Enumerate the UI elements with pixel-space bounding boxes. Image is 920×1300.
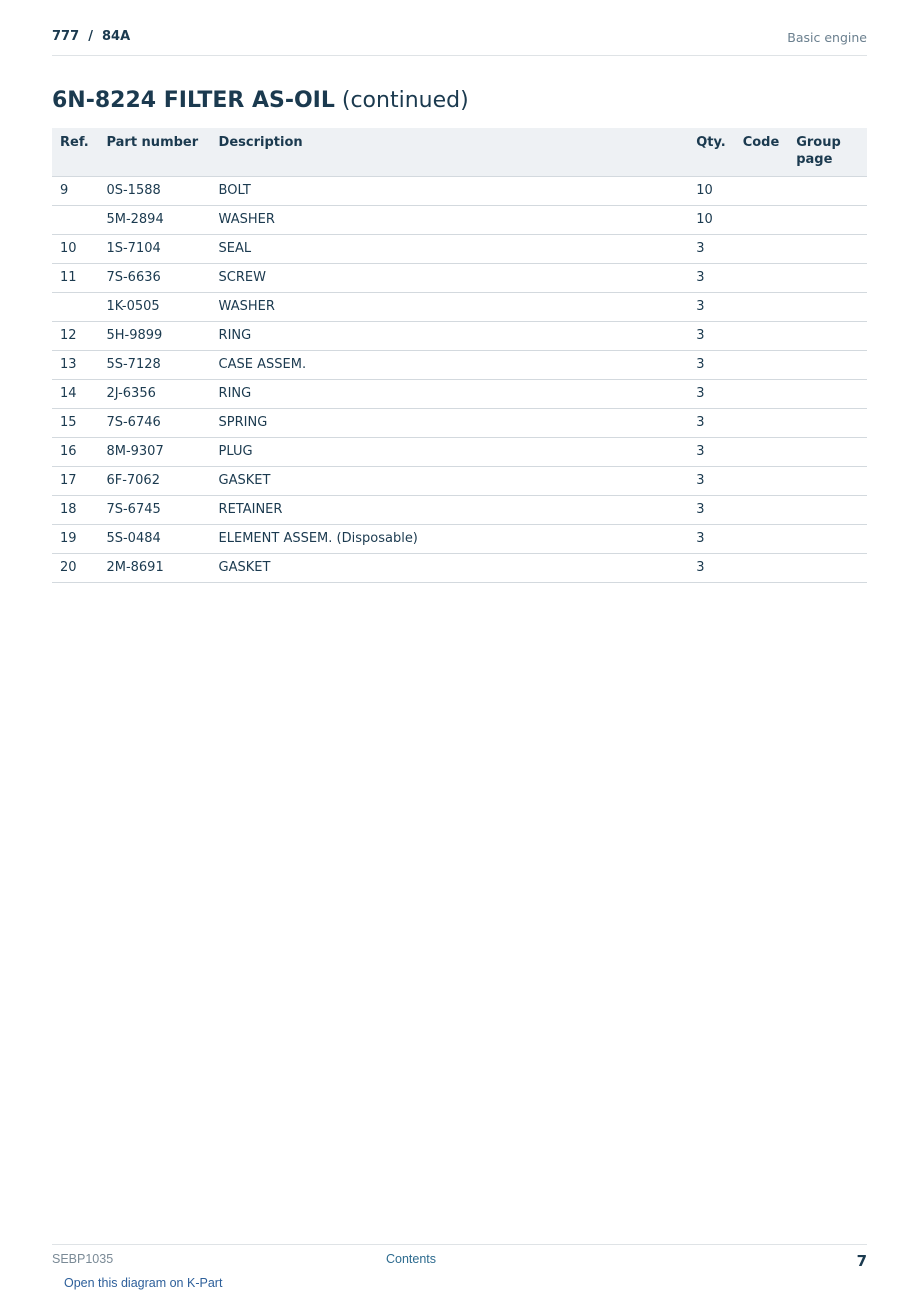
cell-description: CASE ASSEM. xyxy=(211,351,689,380)
cell-ref: 20 xyxy=(52,554,98,583)
cell-part-number: 1S-7104 xyxy=(98,235,210,264)
cell-group-page xyxy=(788,554,867,583)
cell-description: RING xyxy=(211,322,689,351)
cell-group-page xyxy=(788,235,867,264)
cell-code xyxy=(735,467,789,496)
cell-group-page xyxy=(788,467,867,496)
table-row xyxy=(52,235,867,264)
cell-qty: 10 xyxy=(688,177,734,206)
page-header xyxy=(52,28,867,56)
cell-description: SEAL xyxy=(211,235,689,264)
cell-group-page xyxy=(788,438,867,467)
cell-code xyxy=(735,525,789,554)
cell-group-page xyxy=(788,206,867,235)
table-row xyxy=(52,322,867,351)
cell-description: RETAINER xyxy=(211,496,689,525)
table-row xyxy=(52,206,867,235)
cell-group-page xyxy=(788,177,867,206)
cell-group-page xyxy=(788,351,867,380)
cell-code xyxy=(735,206,789,235)
column-header-qty: Qty. xyxy=(688,128,734,177)
cell-qty: 3 xyxy=(688,438,734,467)
cell-part-number: 5S-0484 xyxy=(98,525,210,554)
cell-qty: 3 xyxy=(688,322,734,351)
cell-part-number: 5S-7128 xyxy=(98,351,210,380)
table-row xyxy=(52,380,867,409)
cell-description: SPRING xyxy=(211,409,689,438)
cell-qty: 3 xyxy=(688,264,734,293)
cell-code xyxy=(735,351,789,380)
cell-ref: 14 xyxy=(52,380,98,409)
cell-qty: 3 xyxy=(688,293,734,322)
cell-description: ELEMENT ASSEM. (Disposable) xyxy=(211,525,689,554)
cell-code xyxy=(735,293,789,322)
cell-part-number: 5H-9899 xyxy=(98,322,210,351)
table-row xyxy=(52,467,867,496)
cell-part-number: 6F-7062 xyxy=(98,467,210,496)
cell-ref: 9 xyxy=(52,177,98,206)
cell-group-page xyxy=(788,380,867,409)
cell-code xyxy=(735,380,789,409)
table-row xyxy=(52,293,867,322)
cell-ref: 18 xyxy=(52,496,98,525)
cell-part-number: 8M-9307 xyxy=(98,438,210,467)
cell-qty: 3 xyxy=(688,525,734,554)
cell-code xyxy=(735,235,789,264)
cell-qty: 3 xyxy=(688,351,734,380)
cell-code xyxy=(735,264,789,293)
cell-description: SCREW xyxy=(211,264,689,293)
cell-code xyxy=(735,496,789,525)
cell-part-number: 0S-1588 xyxy=(98,177,210,206)
part-title: 6N-8224 FILTER AS-OIL xyxy=(52,88,335,113)
column-header-code: Code xyxy=(735,128,789,177)
cell-ref: 13 xyxy=(52,351,98,380)
cell-description: GASKET xyxy=(211,554,689,583)
cell-description: WASHER xyxy=(211,206,689,235)
table-row xyxy=(52,351,867,380)
column-header-group-page: Group page xyxy=(788,128,867,177)
cell-part-number: 2M-8691 xyxy=(98,554,210,583)
cell-ref: 11 xyxy=(52,264,98,293)
table-header-row xyxy=(52,128,867,177)
parts-table xyxy=(52,128,867,583)
cell-group-page xyxy=(788,293,867,322)
cell-description: GASKET xyxy=(211,467,689,496)
cell-code xyxy=(735,554,789,583)
cell-group-page xyxy=(788,409,867,438)
cell-qty: 3 xyxy=(688,235,734,264)
cell-qty: 10 xyxy=(688,206,734,235)
table-row xyxy=(52,525,867,554)
table-row xyxy=(52,409,867,438)
cell-code xyxy=(735,322,789,351)
column-header-description: Description xyxy=(211,128,689,177)
model-label: 777 / 84A xyxy=(52,29,131,44)
title-suffix: (continued) xyxy=(334,88,469,113)
cell-group-page xyxy=(788,525,867,554)
cell-part-number: 1K-0505 xyxy=(98,293,210,322)
cell-code xyxy=(735,409,789,438)
cell-ref xyxy=(52,206,98,235)
cell-qty: 3 xyxy=(688,554,734,583)
cell-ref xyxy=(52,293,98,322)
cell-qty: 3 xyxy=(688,496,734,525)
column-header-part-number: Part number xyxy=(98,128,210,177)
cell-ref: 12 xyxy=(52,322,98,351)
cell-group-page xyxy=(788,264,867,293)
cell-qty: 3 xyxy=(688,409,734,438)
cell-ref: 10 xyxy=(52,235,98,264)
cell-ref: 17 xyxy=(52,467,98,496)
cell-code xyxy=(735,177,789,206)
cell-ref: 16 xyxy=(52,438,98,467)
cell-description: PLUG xyxy=(211,438,689,467)
parts-table-body xyxy=(52,177,867,583)
cell-part-number: 5M-2894 xyxy=(98,206,210,235)
cell-part-number: 7S-6746 xyxy=(98,409,210,438)
cell-group-page xyxy=(788,496,867,525)
table-row xyxy=(52,438,867,467)
cell-code xyxy=(735,438,789,467)
cell-description: BOLT xyxy=(211,177,689,206)
table-row xyxy=(52,554,867,583)
cell-part-number: 7S-6636 xyxy=(98,264,210,293)
cell-description: WASHER xyxy=(211,293,689,322)
table-row xyxy=(52,177,867,206)
cell-qty: 3 xyxy=(688,380,734,409)
cell-group-page xyxy=(788,322,867,351)
cell-qty: 3 xyxy=(688,467,734,496)
footer-divider xyxy=(52,1244,867,1245)
column-header-ref: Ref. xyxy=(52,128,98,177)
contents-link[interactable]: Contents xyxy=(386,1252,437,1266)
page-title xyxy=(52,88,469,113)
cell-description: RING xyxy=(211,380,689,409)
table-row xyxy=(52,264,867,293)
cell-part-number: 7S-6745 xyxy=(98,496,210,525)
cell-part-number: 2J-6356 xyxy=(98,380,210,409)
table-row xyxy=(52,496,867,525)
section-label: Basic engine xyxy=(787,30,867,45)
page-number: 7 xyxy=(856,1252,867,1270)
cell-ref: 19 xyxy=(52,525,98,554)
kpart-diagram-link[interactable]: Open this diagram on K-Part xyxy=(64,1276,223,1290)
document-id: SEBP1035 xyxy=(52,1252,114,1266)
cell-ref: 15 xyxy=(52,409,98,438)
